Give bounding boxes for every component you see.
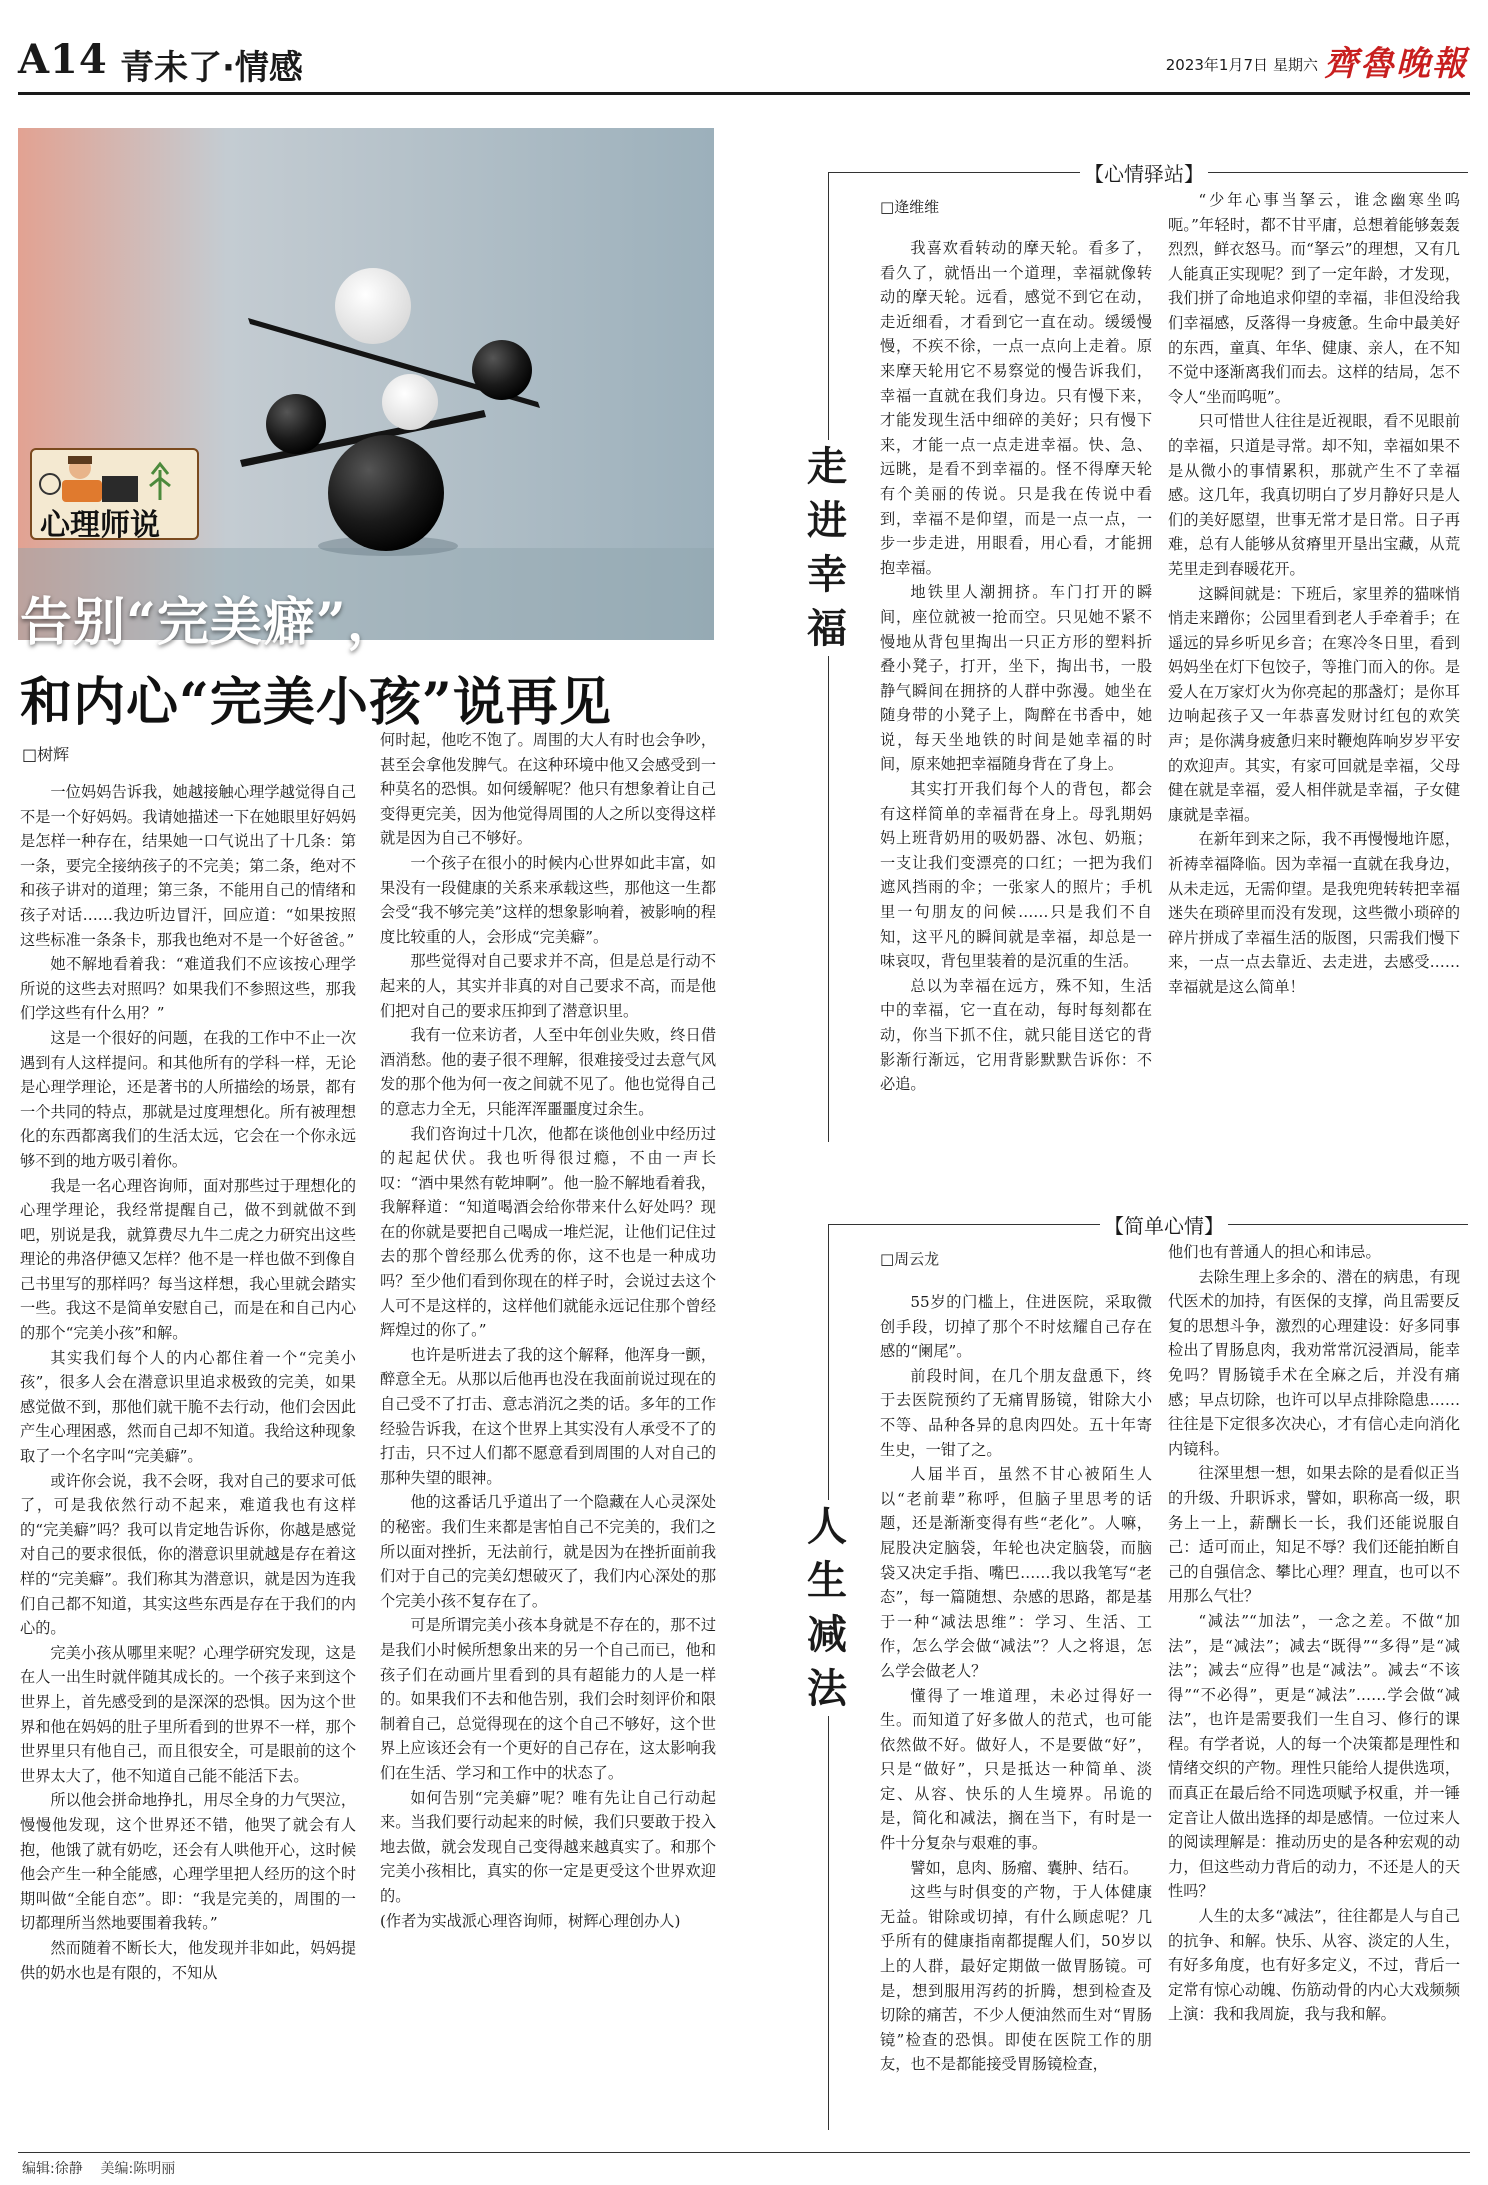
paragraph: 这些与时俱变的产物，于人体健康无益。钳除或切掉，有什么顾虑呢？几乎所有的健康指南都提醒人们，50岁以上的人群，最好定期做一做胃肠镜。可是，想到服用泻药的折腾，想到检查及切除的痛苦，不少人便油然而生对“胃肠镜”检查的恐惧。即使在医院工作的朋友，也不是都能接受胃肠镜检查， [880,1883,1152,2074]
paragraph: 这是一个很好的问题，在我的工作中不止一次遇到有人这样提问。和其他所有的学科一样，无论是心理学理论，还是著书的人所描绘的场景，都有一个共同的特点，那就是过度理想化。所有被理想化的东西都离我们的生活太远，它会在一个你永远够不到的地方吸引着你。 [20,1028,356,1170]
box2-column-1 [880,1290,1152,2130]
paragraph: 我是一名心理咨询师，面对那些过于理想化的心理学理论，我经常提醒自己，做不到就做不到吧，别说是我，就算费尽九牛二虎之力研究出这些理论的弗洛伊德又怎样？他不是一样也做不到像自己书里写的那样吗？每当这样想，我心里就会踏实一些。我这不是简单安慰自己，而是在和自己内心的那个“完美小孩”和解。 [20,1176,356,1343]
paragraph: 其实我们每个人的内心都住着一个“完美小孩”，很多人会在潜意识里追求极致的完美，如果感觉做不到，那他们就干脆不去行动，他们会因此产生心理困惑，然而自己却不知道。我给这种现象取了一个名字叫“完美癖”。 [20,1348,356,1466]
paragraph: 人生的太多“减法”，往往都是人与自己的抗争、和解。快乐、从容、淡定的人生，有好多角度，也有好多定义，不过，背后一定常有惊心动魄、伤筋动骨的内心大戏频频上演：我和我周旋，我与我和解。 [1168,1907,1460,2024]
box2-byline: □周云龙 [880,1250,940,1268]
designer-credit: 美编:陈明丽 [100,2161,176,2177]
paragraph: 那些觉得对自己要求并不高，但是总是行动不起来的人，其实并非真的对自己要求不高，而是他们把对自己的要求压抑到了潜意识里。 [380,952,716,1020]
paragraph: 也许是听进去了我的这个解释，他浑身一颤，醉意全无。从那以后他再也没在我面前说过现在的自己受不了打击、意志消沉之类的话。多年的工作经验告诉我，在这个世界上其实没有人承受不了的打击，只不过人们都不愿意看到周围的人对自己的那种失望的眼神。 [380,1345,716,1487]
section-title: 青未了·情感 [120,48,303,88]
paragraph: 他的这番话几乎道出了一个隐藏在人心灵深处的秘密。我们生来都是害怕自己不完美的，我们之所以面对挫折，无法前行，就是因为在挫折面前我们对于自己的完美幻想破灭了，我们内心深处的那个完美小孩不复存在了。 [380,1493,716,1610]
paragraph: 总以为幸福在远方，殊不知，生活中的幸福，它一直在动，每时每刻都在动，你当下抓不住，就只能目送它的背影渐行渐远，它用背影默默告诉你：不必追。 [880,976,1152,1094]
paragraph: 55岁的门槛上，住进医院，采取微创手段，切掉了那个不时炫耀自己存在感的“阑尾”。 [880,1293,1152,1361]
paragraph: 去除生理上多余的、潜在的病患，有现代医术的加持，有医保的支撑，尚且需要反复的思想斗争，激烈的心理建设：好多同事检出了胃肠息肉，我劝常常沉浸酒局，能幸免吗？胃肠镜手术在全麻之后，并没有痛感；早点切除，也许可以早点排除隐患……往往是下定很多次决心，才有信心走向消化内镜科。 [1168,1267,1460,1458]
page-number: A14 [18,36,108,83]
paragraph: 在新年到来之际，我不再慢慢地许愿，祈祷幸福降临。因为幸福一直就在我身边，从未走远，无需仰望。是我兜兜转转把幸福迷失在琐碎里而没有发现，这些微小琐碎的碎片拼成了幸福生活的版图，只需我们慢下来，一点一点去靠近、去走进，去感受……幸福就是这么简单！ [1168,830,1460,996]
box1-column-2 [1168,188,1460,1142]
column-badge-label: 心理师说 [40,508,160,543]
paragraph: 地铁里人潮拥挤。车门打开的瞬间，座位就被一抢而空。只见她不紧不慢地从背包里掏出一只正方形的塑料折叠小凳子，打开，坐下，掏出书，一股静气瞬间在拥挤的人群中弥漫。她坐在随身带的小凳子上，陶醉在书香中，她说，每天坐地铁的时间是她幸福的时间，原来她把幸福随身背在了身上。 [880,583,1152,774]
paragraph: 我喜欢看转动的摩天轮。看多了，看久了，就悟出一个道理，幸福就像转动的摩天轮。远看，感觉不到它在动，走近细看，才看到它一直在动。缓缓慢慢，不疾不徐，一点一点向上走着。原来摩天轮用它不易察觉的慢告诉我们，幸福一直就在我们身边。只有慢下来，才能发现生活中细碎的美好；只有慢下来，才能一点一点走进幸福。快、急、远眺，是看不到幸福的。怪不得摩天轮有个美丽的传说。只是我在传说中看到，幸福不是仰望，而是一点一点，一步一步走进，用眼看，用心看，才能拥抱幸福。 [880,239,1152,577]
feature-byline: □树辉 [22,745,70,764]
paragraph: 往深里想一想，如果去除的是看似正当的升级、升职诉求，譬如，职称高一级，职务上一上，薪酬长一长，我们还能说服自己：适可而止，知足不辱？我们还能拍断自己的自强信念、攀比心理？理直，也可以不用那么气壮？ [1168,1464,1460,1606]
box1-title: 走进幸福 [800,440,854,656]
paragraph: “减法”“加法”，一念之差。不做“加法”，是“减法”；减去“既得”“多得”是“减法”；减去“应得”也是“减法”。减去“不该得”“不必得”，更是“减法”……学会做“减法”，也许是需要我们一生自习、修行的课程。有学者说，人的每一个决策都是理性和情绪交织的产物。理性只能给人提供选项，而真正在最后给不同选项赋予权重，并一锤定音让人做出选择的却是感情。一位过来人的阅读理解是：推动历史的是各种宏观的动力，但这些动力背后的动力，不还是人的天性吗？ [1168,1611,1460,1901]
paragraph: 我有一位来访者，人至中年创业失败，终日借酒消愁。他的妻子很不理解，很难接受过去意气风发的那个他为何一夜之间就不见了。他也觉得自己的意志力全无，只能浑浑噩噩度过余生。 [380,1026,716,1118]
balance-art [18,128,714,640]
box1-left-rule [828,172,829,1142]
feature-column-1 [20,780,356,2130]
paragraph: “少年心事当拏云，谁念幽寒坐呜呃。”年轻时，都不甘平庸，总想着能够轰轰烈烈，鲜衣怒马。而“拏云”的理想，又有几人能真正实现呢？到了一定年龄，才发现，我们拼了命地追求仰望的幸福，非但没给我们幸福感，反落得一身疲惫。生命中最美好的东西，童真、年华、健康、亲人，在不知不觉中逐渐离我们而去。这样的结局，怎不令人“坐而呜呃”。 [1168,191,1460,406]
paragraph: 可是所谓完美小孩本身就是不存在的，那不过是我们小时候所想象出来的另一个自己而已，他和孩子们在动画片里看到的具有超能力的人是一样的。如果我们不去和他告别，我们会时刻评价和限制着自己，总觉得现在的这个自己不够好，这个世界上应该还会有一个更好的自己存在，这太影响我们在生活、学习和工作中的状态了。 [380,1616,716,1782]
balance-spheres-illustration [18,128,714,640]
paragraph: 一位妈妈告诉我，她越接触心理学越觉得自己不是一个好妈妈。我请她描述一下在她眼里好妈妈是怎样一种存在，结果她一口气说出了十几条：第一条，要完全接纳孩子的不完美；第二条，绝对不和孩子讲对的道理；第三条，不能用自己的情绪和孩子对话……我边听边冒汗，回应道：“如果按照这些标准一条条卡，那我也绝对不是一个好爸爸。” [20,783,356,949]
paragraph: 如何告别“完美癖”呢？唯有先让自己行动起来。当我们要行动起来的时候，我们只要敢于投入地去做，就会发现自己变得越来越真实了。和那个完美小孩相比，真实的你一定是更受这个世界欢迎的。 [380,1788,716,1905]
issue-weekday: 星期六 [1272,56,1318,74]
headline-line-2: 和内心“完美小孩”说再见 [20,672,612,733]
box2-title: 人生减法 [800,1500,854,1716]
editor-credit: 编辑:徐静 [22,2161,83,2177]
paragraph: 我们咨询过十几次，他都在谈他创业中经历过的起起伏伏。我也听得很过瘾，不由一声长叹：“酒中果然有乾坤啊”。他一脸不解地看着我，我解释道：“知道喝酒会给你带来什么好处吗？现在的你就是要把自己喝成一堆烂泥，让他们记住过去的那个曾经那么优秀的你，这不也是一种成功吗？至少他们看到你现在的样子时，会说过去这个人可不是这样的，这样他们就能永远记住那个曾经辉煌过的你了。” [380,1124,716,1340]
box2-column-label: 【简单心情】 [1100,1210,1228,1239]
paragraph: 她不解地看着我：“难道我们不应该按心理学所说的这些去对照吗？如果我们不参照这些，那我们学这些有什么用？” [20,955,356,1023]
paragraph: 譬如，息肉、肠瘤、囊肿、结石。 [910,1858,1139,1877]
paragraph: 前段时间，在几个朋友盘恿下，终于去医院预约了无痛胃肠镜，钳除大小不等、品种各异的息肉四处。五十年寄生史，一钳了之。 [880,1366,1152,1459]
paragraph: 其实打开我们每个人的背包，都会有这样简单的幸福背在身上。母乳期妈妈上班背奶用的吸奶器、冰包、奶瓶；一支让我们变漂亮的口红；一把为我们遮风挡雨的伞；一张家人的照片；手机里一句朋友的问候……只是我们不自知，这平凡的瞬间就是幸福，却总是一味哀叹，背包里装着的是沉重的生活。 [880,780,1152,971]
paragraph: 人届半百，虽然不甘心被陌生人以“老前辈”称呼，但脑子里思考的话题，还是渐渐变得有些“老化”。人嘛，屁股决定脑袋，年轮也决定脑袋，而脑袋又决定手指、嘴巴……我以我笔写“老态”，每一篇随想、杂感的思路，都是基于一种“减法思维”：学习、生活、工作，怎么学会做“减法”？人之将退，怎么学会做老人？ [880,1465,1152,1680]
box1-column-1 [880,236,1152,1142]
paragraph: 然而随着不断长大，他发现并非如此，妈妈提供的奶水也是有限的，不知从 [20,1938,356,1982]
paragraph: 这瞬间就是：下班后，家里养的猫咪悄悄走来蹭你；公园里看到老人手牵着手；在遥远的异乡听见乡音；在寒冷冬日里，看到妈妈坐在灯下包饺子，等推门而入的你。是爱人在万家灯火为你亮起的那盏灯；是你耳边响起孩子又一年恭喜发财讨红包的欢笑声；是你满身疲惫归来时鞭炮阵响岁岁平安的欢迎声。其实，有家可回就是幸福，父母健在就是幸福，爱人相伴就是幸福，子女健康就是幸福。 [1168,584,1460,824]
paragraph: 或许你会说，我不会呀，我对自己的要求可低了，可是我依然行动不起来，难道我也有这样的“完美癖”吗？我可以肯定地告诉你，你越是感觉对自己的要求很低，你的潜意识里就越是存在着这样的“完美癖”。我们称其为潜意识，就是因为连我们自己都不知道，其实这些东西是存在于我们的内心的。 [20,1471,356,1638]
paragraph: 完美小孩从哪里来呢？心理学研究发现，这是在人一出生时就伴随其成长的。一个孩子来到这个世界上，首先感受到的是深深的恐惧。因为这个世界和他在妈妈的肚子里所看到的世界不一样，那个世界里只有他自己，而且很安全，可是眼前的这个世界太大了，他不知道自己能不能活下去。 [20,1643,356,1785]
newspaper-masthead-logo: 齊魯晚報 [1324,44,1468,84]
paragraph: 懂得了一堆道理，未必过得好一生。而知道了好多做人的范式，也可能依然做不好。做好人，不是要做“好”，只是“做好”，只是抵达一种简单、淡定、从容、快乐的人生境界。吊诡的是，简化和减法，搁在当下，有时是一件十分复杂与艰难的事。 [880,1686,1152,1853]
footer-credits [22,2158,175,2178]
paragraph: 所以他会拼命地挣扎，用尽全身的力气哭泣，慢慢他发现，这个世界还不错，他哭了就会有人抱，他饿了就有奶吃，还会有人哄他开心，这时候他会产生一种全能感，心理学里把人经历的这个时期叫做“全能自恋”。即：“我是完美的，周围的一切都理所当然地要围着我转。” [20,1791,356,1933]
feature-column-2 [380,728,716,2130]
headline-line-1: 告别“完美癖”， [20,592,400,653]
box1-column-label: 【心情驿站】 [1080,158,1208,187]
issue-date: 2023年1月7日 [1165,56,1268,74]
header-rule [18,92,1470,95]
paragraph: 一个孩子在很小的时候内心世界如此丰富，如果没有一段健康的关系来承载这些，那他这一生都会受“我不够完美”这样的想象影响着，被影响的程度比较重的人，会形成“完美癖”。 [380,853,716,946]
box2-column-2 [1168,1240,1460,2130]
author-note: (作者为实战派心理咨询师，树辉心理创办人) [380,1911,681,1930]
footer-rule [18,2152,1470,2153]
paragraph: 他们也有普通人的担心和讳忌。 [1168,1243,1381,1261]
paragraph: 何时起，他吃不饱了。周围的大人有时也会争吵，甚至会拿他发脾气。在这种环境中他又会感受到一种莫名的恐惧。如何缓解呢？他只有想象着让自己变得更完美，因为他觉得周围的人之所以变得这样就是因为自己不够好。 [380,731,716,848]
box1-byline: □逄维维 [880,198,940,216]
paragraph: 只可惜世人往往是近视眼，看不见眼前的幸福，只道是寻常。却不知，幸福如果不是从微小的事情累积，那就产生不了幸福感。这几年，我真切明白了岁月静好只是人们的美好愿望，世事无常才是日常。日子再难，总有人能够从贫瘠里开垦出宝藏，从荒芜里走到春暖花开。 [1168,412,1460,578]
